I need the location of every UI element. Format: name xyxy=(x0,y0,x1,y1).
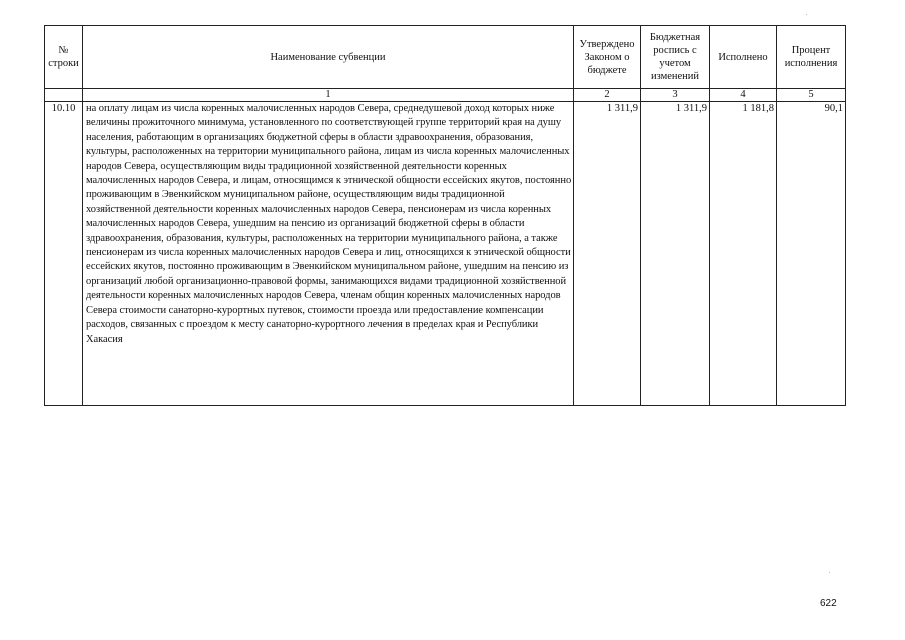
subvention-description: на оплату лицам из числа коренных малочисленных народов Севера, среднедушевой доход которых ниже величины прожиточного минимума, установленного по соответствующей группе территорий края на душу населения, работающим в организациях бюджетной сферы в области здравоохранения, образования, культуры, расположенных на территории муниципального района, лицам из числа коренных малочисленных народов Севера, осуществляющим виды традиционной хозяйственной деятельности коренных малочисленных народов Севера, и лицам, относящимся к этнической общности ессейских якутов, постоянно проживающим в Эвенкийском муниципальном районе, осуществляющим виды традиционной хозяйственной деятельности коренных малочисленных народов Севера, пенсионерам из числа коренных малочисленных народов Севера, ушедшим на пенсию из организаций бюджетной сферы в области здравоохранения, образования, культуры, расположенных на территории муниципального района, а также пенсионерам из числа коренных малочисленных народов Севера и лиц, относящихся к этнической общности ессейских якутов, постоянно проживающим в Эвенкийском муниципальном районе, ушедшим на пенсию из организаций любой организационно-правовой формы, занимающихся видами традиционной хозяйственной деятельности коренных малочисленных народов Севера, членам общин коренных малочисленных народов Севера стоимости санаторно-курортных путевок, стоимости проезда или предоставление компенсации расходов, связанных с проездом к месту санаторно-курортного лечения в пределах края и Республики Хакасия xyxy=(83,102,574,406)
header-percent: Процент исполнения xyxy=(777,26,846,89)
column-number: 2 xyxy=(574,89,641,102)
budget-value: 1 311,9 xyxy=(641,102,710,406)
percent-value: 90,1 xyxy=(777,102,846,406)
column-number: 4 xyxy=(710,89,777,102)
header-subvention-name: Наименование субвенции xyxy=(83,26,574,89)
scan-speck xyxy=(829,572,830,573)
page-number: 622 xyxy=(820,598,837,609)
column-numbers-row xyxy=(45,89,846,102)
header-row-number: № строки xyxy=(45,26,83,89)
column-number-blank xyxy=(45,89,83,102)
table-row xyxy=(45,102,846,406)
subvention-table xyxy=(44,25,846,406)
executed-value: 1 181,8 xyxy=(710,102,777,406)
row-number: 10.10 xyxy=(45,102,83,406)
column-number: 3 xyxy=(641,89,710,102)
header-budget-schedule: Бюджетная роспись с учетом изменений xyxy=(641,26,710,89)
column-number: 5 xyxy=(777,89,846,102)
scan-speck xyxy=(806,14,807,15)
header-row xyxy=(45,26,846,89)
header-executed: Исполнено xyxy=(710,26,777,89)
column-number: 1 xyxy=(83,89,574,102)
approved-value: 1 311,9 xyxy=(574,102,641,406)
header-approved: Утверждено Законом о бюджете xyxy=(574,26,641,89)
